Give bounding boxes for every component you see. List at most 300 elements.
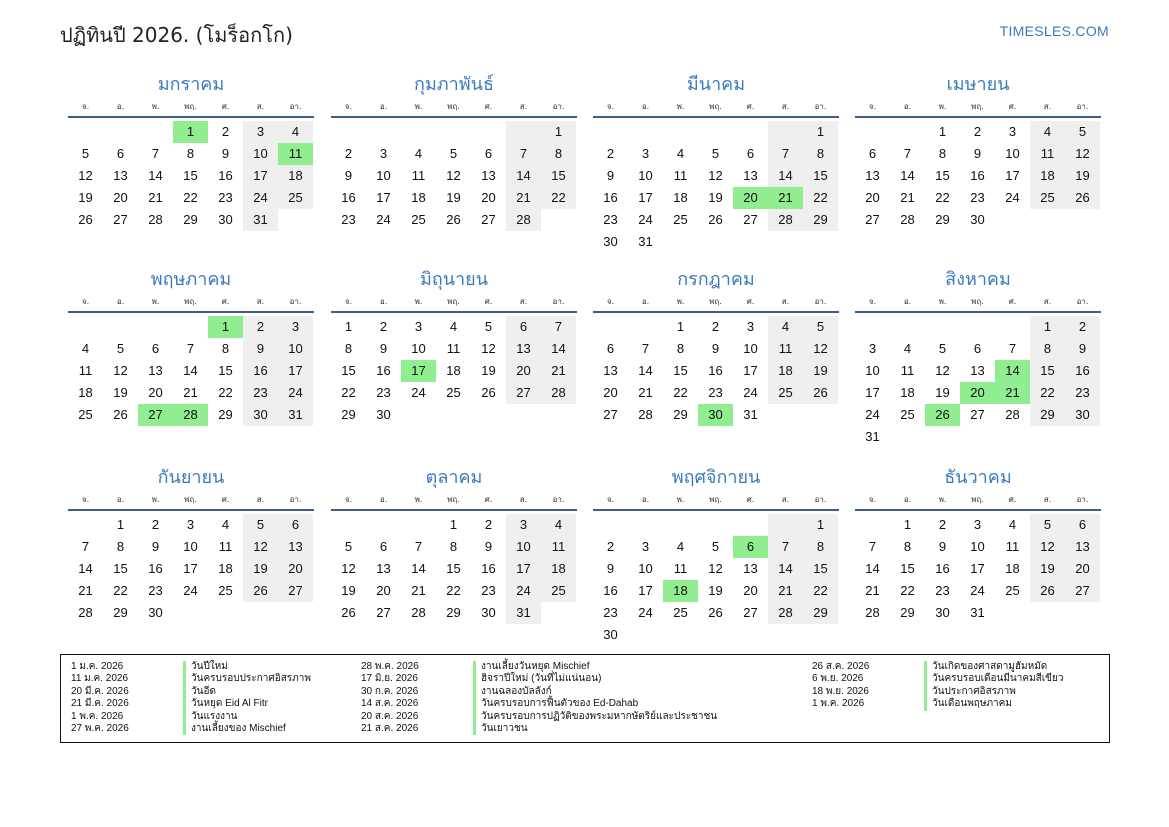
month-name: สิงหาคม (945, 269, 1011, 290)
day-cell: 2 (379, 319, 388, 334)
legend-date: 14 ส.ค. 2026 (361, 698, 419, 710)
empty-cell (331, 121, 366, 143)
weekday-label: อา. (1076, 297, 1089, 306)
day-cell: 9 (973, 146, 982, 161)
day-cell: 24 (1005, 190, 1020, 205)
empty-cell (698, 624, 733, 646)
day-cell: 22 (673, 385, 688, 400)
weekday-label: อา. (814, 297, 827, 306)
day-cell: 11 (768, 338, 803, 360)
day-cell: 25 (78, 407, 93, 422)
day-cell: 1 (541, 121, 576, 143)
empty-cell (855, 316, 890, 338)
weekday-header (855, 98, 1101, 118)
legend-date: 18 พ.ย. 2026 (812, 685, 869, 697)
weekday-label: อ. (641, 102, 650, 111)
day-cell: 13 (506, 338, 541, 360)
day-cell: 22 (541, 187, 576, 209)
day-cell: 22 (183, 190, 198, 205)
weekday-label: จ. (344, 495, 353, 504)
day-cell: 11 (78, 363, 93, 378)
empty-cell (925, 316, 960, 338)
day-cell: 2 (1065, 316, 1100, 338)
day-cell: 27 (865, 212, 880, 227)
day-cell: 8 (449, 539, 458, 554)
legend-date: 21 มี.ค. 2026 (71, 698, 129, 710)
day-cell: 30 (148, 605, 163, 620)
day-cell: 14 (411, 561, 426, 576)
day-cell: 11 (446, 341, 461, 356)
day-cell: 3 (973, 517, 982, 532)
weekday-header (593, 491, 839, 511)
day-cell: 21 (995, 382, 1030, 404)
month-7 (593, 267, 839, 426)
weekday-label: อา. (814, 102, 827, 111)
weekday-label: พฤ. (971, 495, 984, 504)
day-cell: 9 (344, 168, 353, 183)
day-cell: 3 (243, 121, 278, 143)
legend-holiday-name: วันครบรอบการปฏิวัติของพระมหากษัตริย์และประชาชน (473, 711, 717, 723)
day-cell: 3 (506, 514, 541, 536)
weekday-label: ศ. (1008, 495, 1017, 504)
month-5 (68, 267, 314, 426)
day-cell: 16 (218, 168, 233, 183)
weekday-label: ศ. (746, 297, 755, 306)
day-cell: 24 (183, 583, 198, 598)
empty-cell (173, 316, 208, 338)
day-cell: 16 (341, 190, 356, 205)
day-cell: 25 (673, 605, 688, 620)
day-cell: 7 (506, 143, 541, 165)
weekday-label: ส. (1043, 297, 1052, 306)
day-cell: 12 (78, 168, 93, 183)
weekday-header (593, 98, 839, 118)
empty-cell (1030, 602, 1065, 624)
weekday-label: พ. (676, 495, 685, 504)
weekday-header (331, 98, 577, 118)
weekday-label: ส. (781, 297, 790, 306)
day-cell: 16 (376, 363, 391, 378)
day-cell: 25 (1005, 583, 1020, 598)
day-cell: 20 (278, 558, 313, 580)
day-cell: 24 (243, 187, 278, 209)
day-cell: 21 (768, 187, 803, 209)
empty-cell (243, 602, 278, 624)
weekday-label: ส. (519, 102, 528, 111)
day-cell: 27 (278, 580, 313, 602)
legend-date: 28 พ.ค. 2026 (361, 661, 419, 672)
day-cell: 2 (938, 517, 947, 532)
day-cell: 4 (768, 316, 803, 338)
weekday-label: พ. (151, 297, 160, 306)
day-cell: 25 (673, 212, 688, 227)
day-grid (593, 121, 839, 253)
day-cell: 18 (218, 561, 233, 576)
weekday-label: พฤ. (184, 102, 197, 111)
day-cell: 30 (376, 407, 391, 422)
weekday-label: จ. (868, 297, 877, 306)
empty-cell (1065, 209, 1100, 231)
day-cell: 12 (708, 168, 723, 183)
day-cell: 19 (935, 385, 950, 400)
day-cell: 19 (78, 190, 93, 205)
month-name: พฤศจิกายน (671, 467, 761, 488)
weekday-label: ส. (519, 297, 528, 306)
day-cell: 16 (935, 561, 950, 576)
day-cell: 29 (803, 209, 838, 231)
weekday-label: พ. (414, 297, 423, 306)
day-cell: 24 (638, 605, 653, 620)
weekday-label: ศ. (484, 495, 493, 504)
weekday-label: พ. (151, 495, 160, 504)
day-cell: 9 (243, 338, 278, 360)
empty-cell (628, 514, 663, 536)
day-cell: 20 (506, 360, 541, 382)
day-cell: 23 (148, 583, 163, 598)
day-cell: 22 (803, 187, 838, 209)
legend-date: 11 ม.ค. 2026 (71, 673, 129, 685)
empty-cell (331, 514, 366, 536)
day-cell: 9 (151, 539, 160, 554)
legend-holiday-name: วันอีด (183, 686, 216, 698)
day-cell: 5 (1030, 514, 1065, 536)
day-cell: 26 (78, 212, 93, 227)
day-cell: 10 (865, 363, 880, 378)
weekday-label: อา. (552, 495, 565, 504)
empty-cell (733, 624, 768, 646)
legend-date: 1 พ.ค. 2026 (71, 710, 124, 722)
weekday-label: พฤ. (447, 495, 460, 504)
empty-cell (628, 121, 663, 143)
day-cell: 20 (865, 190, 880, 205)
weekday-label: จ. (606, 297, 615, 306)
day-cell: 3 (868, 341, 877, 356)
empty-cell (401, 404, 436, 426)
day-cell: 4 (221, 517, 230, 532)
day-cell: 23 (341, 212, 356, 227)
day-cell: 30 (935, 605, 950, 620)
empty-cell (68, 121, 103, 143)
empty-cell (68, 316, 103, 338)
site-link[interactable]: TIMESLES.COM (999, 23, 1109, 39)
day-cell: 27 (1065, 580, 1100, 602)
day-cell: 27 (481, 212, 496, 227)
day-cell: 30 (603, 627, 618, 642)
day-cell: 16 (481, 561, 496, 576)
day-cell: 20 (733, 187, 768, 209)
weekday-label: ศ. (484, 297, 493, 306)
day-cell: 23 (243, 382, 278, 404)
empty-cell (1065, 602, 1100, 624)
day-grid (68, 514, 314, 624)
weekday-header (68, 293, 314, 313)
empty-cell (855, 514, 890, 536)
day-cell: 4 (541, 514, 576, 536)
day-cell: 11 (218, 539, 233, 554)
day-cell: 30 (218, 212, 233, 227)
day-cell: 7 (1008, 341, 1017, 356)
day-cell: 16 (1065, 360, 1100, 382)
day-cell: 5 (484, 319, 493, 334)
day-cell: 22 (1030, 382, 1065, 404)
day-cell: 24 (743, 385, 758, 400)
day-cell: 20 (960, 382, 995, 404)
holiday-legend (60, 654, 1110, 743)
day-cell: 13 (278, 536, 313, 558)
day-cell: 11 (673, 168, 688, 183)
weekday-label: อา. (552, 102, 565, 111)
day-cell: 15 (900, 561, 915, 576)
empty-cell (855, 121, 890, 143)
day-cell: 6 (606, 341, 615, 356)
empty-cell (628, 624, 663, 646)
month-name: มีนาคม (686, 74, 746, 95)
day-cell: 17 (506, 558, 541, 580)
day-cell: 16 (708, 363, 723, 378)
day-cell: 9 (606, 168, 615, 183)
day-cell: 20 (603, 385, 618, 400)
day-cell: 18 (278, 165, 313, 187)
day-cell: 25 (278, 187, 313, 209)
legend-date: 30 ก.ค. 2026 (361, 685, 419, 697)
weekday-label: พฤ. (447, 297, 460, 306)
day-cell: 10 (506, 536, 541, 558)
day-cell: 6 (746, 146, 755, 161)
empty-cell (890, 426, 925, 448)
weekday-label: ส. (781, 495, 790, 504)
day-cell: 13 (148, 363, 163, 378)
day-cell: 19 (1030, 558, 1065, 580)
legend-holiday-name: วันหยุด Eid Al Fitr (183, 698, 268, 710)
day-cell: 11 (900, 363, 915, 378)
day-cell: 8 (116, 539, 125, 554)
day-cell: 21 (148, 190, 163, 205)
day-cell: 17 (183, 561, 198, 576)
day-cell: 21 (865, 583, 880, 598)
month-3 (593, 72, 839, 253)
legend-holiday-name: ฮิจราปีใหม่ (วันที่ไม่แน่นอน) (473, 673, 601, 685)
day-cell: 15 (183, 168, 198, 183)
day-cell: 6 (151, 341, 160, 356)
weekday-label: ศ. (1008, 102, 1017, 111)
day-cell: 14 (900, 168, 915, 183)
day-cell: 27 (113, 212, 128, 227)
day-cell: 8 (221, 341, 230, 356)
day-cell: 22 (113, 583, 128, 598)
day-cell: 31 (743, 407, 758, 422)
day-cell: 18 (1005, 561, 1020, 576)
day-cell: 1 (803, 121, 838, 143)
day-cell: 13 (1065, 536, 1100, 558)
day-cell: 7 (903, 146, 912, 161)
day-cell: 14 (506, 165, 541, 187)
day-cell: 5 (711, 539, 720, 554)
day-cell: 1 (449, 517, 458, 532)
weekday-header (855, 293, 1101, 313)
weekday-label: จ. (868, 102, 877, 111)
day-cell: 8 (938, 146, 947, 161)
day-cell: 5 (803, 316, 838, 338)
day-cell: 26 (113, 407, 128, 422)
empty-cell (138, 121, 173, 143)
day-cell: 6 (278, 514, 313, 536)
day-cell: 1 (903, 517, 912, 532)
day-cell: 18 (1030, 165, 1065, 187)
day-cell: 13 (481, 168, 496, 183)
empty-cell (471, 404, 506, 426)
day-cell: 30 (603, 234, 618, 249)
day-cell: 29 (1030, 404, 1065, 426)
day-cell: 23 (218, 190, 233, 205)
day-cell: 6 (733, 536, 768, 558)
day-cell: 12 (446, 168, 461, 183)
day-cell: 30 (481, 605, 496, 620)
day-cell: 10 (183, 539, 198, 554)
legend-date: 6 พ.ย. 2026 (812, 673, 864, 685)
day-cell: 10 (278, 338, 313, 360)
day-cell: 15 (1030, 360, 1065, 382)
day-cell: 22 (803, 580, 838, 602)
month-name: กันยายน (157, 467, 225, 488)
empty-cell (663, 514, 698, 536)
day-cell: 26 (708, 605, 723, 620)
weekday-label: อ. (116, 297, 125, 306)
legend-date: 20 ส.ค. 2026 (361, 710, 419, 722)
day-cell: 11 (1005, 539, 1020, 554)
empty-cell (103, 121, 138, 143)
day-cell: 1 (208, 316, 243, 338)
day-cell: 1 (116, 517, 125, 532)
empty-cell (1030, 426, 1065, 448)
day-cell: 18 (673, 190, 688, 205)
day-cell: 18 (541, 558, 576, 580)
day-cell: 12 (1030, 536, 1065, 558)
day-cell: 25 (1030, 187, 1065, 209)
empty-cell (960, 426, 995, 448)
month-name: กรกฎาคม (677, 269, 755, 290)
day-cell: 15 (673, 363, 688, 378)
weekday-label: พฤ. (447, 102, 460, 111)
day-cell: 28 (173, 404, 208, 426)
day-cell: 28 (506, 209, 541, 231)
empty-cell (366, 121, 401, 143)
day-cell: 29 (803, 602, 838, 624)
weekday-label: จ. (81, 495, 90, 504)
day-cell: 29 (341, 407, 356, 422)
day-cell: 24 (411, 385, 426, 400)
day-cell: 21 (638, 385, 653, 400)
day-cell: 8 (676, 341, 685, 356)
day-cell: 30 (243, 404, 278, 426)
day-cell: 30 (970, 212, 985, 227)
day-cell: 26 (481, 385, 496, 400)
day-cell: 8 (803, 536, 838, 558)
day-cell: 31 (865, 429, 880, 444)
day-cell: 19 (446, 190, 461, 205)
empty-cell (593, 316, 628, 338)
empty-cell (506, 404, 541, 426)
day-cell: 10 (638, 168, 653, 183)
day-cell: 15 (218, 363, 233, 378)
empty-cell (593, 121, 628, 143)
weekday-label: จ. (606, 102, 615, 111)
weekday-label: พ. (938, 297, 947, 306)
day-cell: 12 (1065, 143, 1100, 165)
empty-cell (208, 602, 243, 624)
day-cell: 26 (1065, 187, 1100, 209)
day-cell: 11 (411, 168, 426, 183)
day-cell: 24 (376, 212, 391, 227)
day-cell: 2 (221, 124, 230, 139)
day-cell: 26 (243, 580, 278, 602)
day-cell: 23 (970, 190, 985, 205)
day-cell: 17 (970, 561, 985, 576)
day-cell: 5 (116, 341, 125, 356)
weekday-label: อ. (379, 297, 388, 306)
day-cell: 9 (379, 341, 388, 356)
day-cell: 4 (1030, 121, 1065, 143)
day-cell: 26 (1030, 580, 1065, 602)
legend-date: 20 มี.ค. 2026 (71, 685, 129, 697)
day-cell: 7 (414, 539, 423, 554)
day-cell: 18 (663, 580, 698, 602)
weekday-label: พฤ. (709, 495, 722, 504)
day-cell: 29 (183, 212, 198, 227)
month-name: ธันวาคม (944, 467, 1012, 488)
day-cell: 3 (379, 146, 388, 161)
weekday-label: ศ. (221, 297, 230, 306)
weekday-label: ศ. (484, 102, 493, 111)
empty-cell (278, 602, 313, 624)
weekday-label: ส. (519, 495, 528, 504)
day-cell: 20 (743, 583, 758, 598)
day-cell: 14 (995, 360, 1030, 382)
month-12 (855, 465, 1101, 624)
day-cell: 8 (541, 143, 576, 165)
day-cell: 21 (900, 190, 915, 205)
day-cell: 11 (278, 143, 313, 165)
day-cell: 30 (698, 404, 733, 426)
legend-date: 21 ส.ค. 2026 (361, 723, 419, 734)
day-cell: 19 (341, 583, 356, 598)
day-cell: 23 (481, 583, 496, 598)
day-cell: 7 (541, 316, 576, 338)
day-cell: 28 (638, 407, 653, 422)
day-cell: 7 (868, 539, 877, 554)
day-cell: 29 (446, 605, 461, 620)
day-cell: 21 (78, 583, 93, 598)
day-cell: 15 (803, 558, 838, 580)
day-cell: 21 (768, 580, 803, 602)
day-cell: 25 (768, 382, 803, 404)
weekday-label: จ. (344, 297, 353, 306)
weekday-label: อ. (903, 102, 912, 111)
day-cell: 25 (541, 580, 576, 602)
day-cell: 25 (900, 407, 915, 422)
day-cell: 22 (900, 583, 915, 598)
day-cell: 19 (803, 360, 838, 382)
day-cell: 17 (278, 360, 313, 382)
day-cell: 2 (711, 319, 720, 334)
day-cell: 3 (641, 146, 650, 161)
day-cell: 22 (218, 385, 233, 400)
empty-cell (541, 209, 576, 231)
day-cell: 26 (341, 605, 356, 620)
day-cell: 26 (925, 404, 960, 426)
day-cell: 18 (411, 190, 426, 205)
day-cell: 5 (1065, 121, 1100, 143)
day-cell: 31 (506, 602, 541, 624)
